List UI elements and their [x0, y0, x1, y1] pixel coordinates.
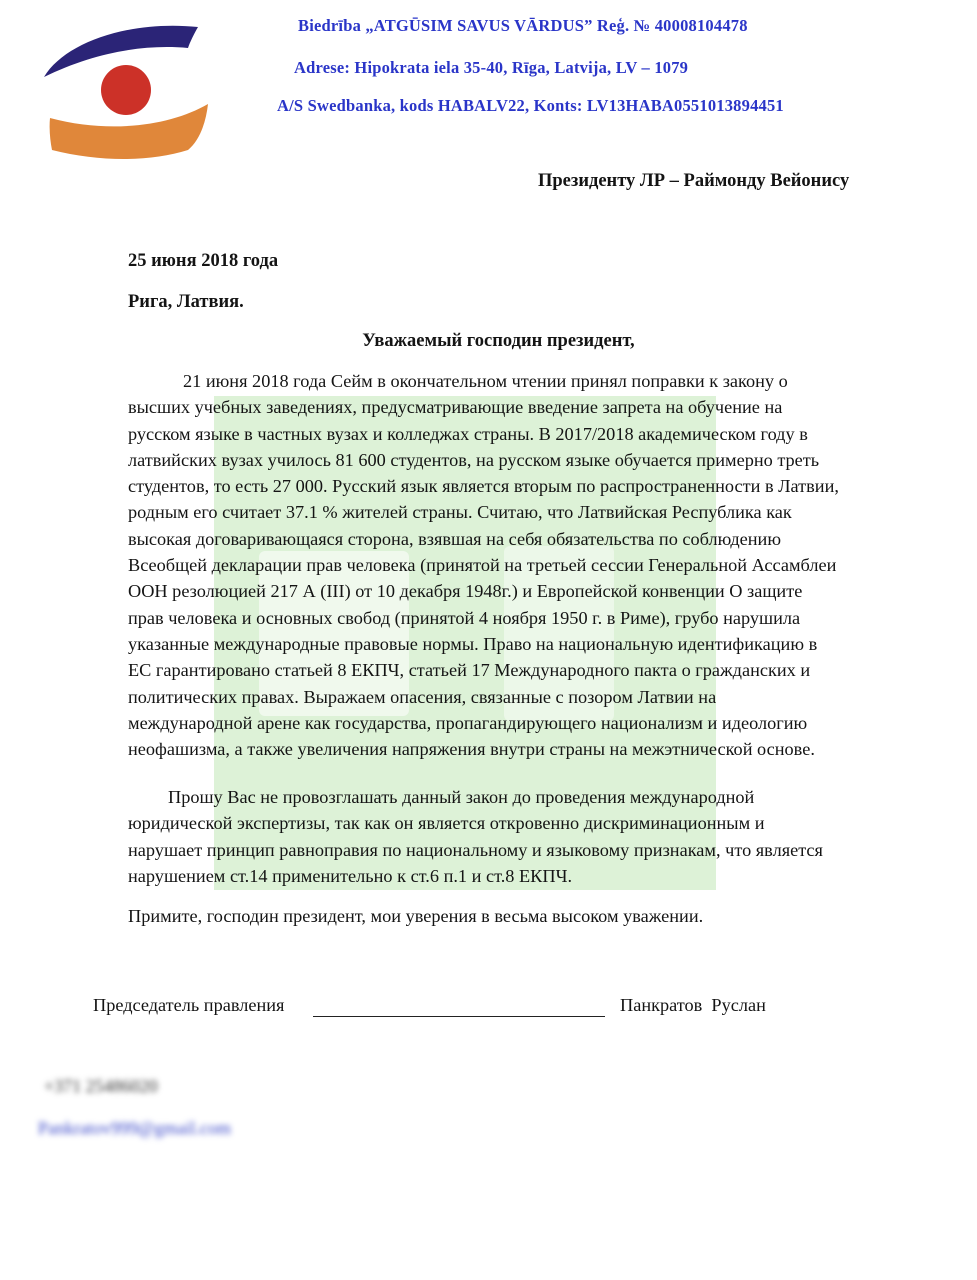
contact-email-blurred: Pankratov999@gmail.com — [38, 1118, 232, 1138]
letter-place: Рига, Латвия. — [128, 292, 244, 312]
text-line: международной арене как государства, пропагандирующего национализм и идеологию — [128, 712, 808, 733]
letterhead-address: Adrese: Hipokrata iela 35-40, Rīga, Latvija, LV – 1079 — [294, 58, 689, 77]
text-line: указанные международные правовые нормы. Право на национальную идентификацию в — [128, 633, 818, 654]
text-line: ЕС гарантировано статьей 8 ЕКПЧ, статьей 17 Международного пакта о гражданских и — [128, 660, 811, 681]
text-line: Всеобщей декларации прав человека (принятой на третьей сессии Генеральной Ассамблеи — [128, 555, 837, 576]
logo-dot — [101, 65, 151, 115]
text-line: политических правах. Выражаем опасения, связанные с позором Латвии на — [128, 686, 717, 707]
letter-date: 25 июня 2018 года — [128, 251, 279, 271]
paragraph-2 — [128, 784, 918, 889]
paragraph-1 — [128, 368, 918, 762]
signatory-name: Панкратов Руслан — [620, 995, 766, 1015]
salutation: Уважаемый господин президент, — [362, 331, 635, 351]
text-line: латвийских вузах училось 81 600 студентов, на русском языке обучается примерно треть — [128, 449, 820, 470]
text-line: 21 июня 2018 года Сейм в окончательном чтении принял поправки к закону о — [183, 371, 788, 391]
text-line: русском языке в частных вузах и колледжах страны. В 2017/2018 академическом году в — [128, 423, 808, 444]
text-line: нарушает принцип равноправия по национальному и языковому признакам, что является — [128, 839, 823, 860]
signature-label: Председатель правления — [93, 995, 285, 1015]
letterhead-bank-details: A/S Swedbanka, kods HABALV22, Konts: LV13HABA0551013894451 — [277, 96, 784, 115]
signature-line — [313, 1016, 605, 1017]
letterhead-registration: Biedrība „ATGŪSIM SAVUS VĀRDUS” Reģ. № 40008104478 — [298, 16, 748, 35]
text-line: прав человека и основных свобод (принятой 4 ноября 1950 г. в Риме), грубо нарушила — [128, 607, 801, 628]
text-line: студентов, то есть 27 000. Русский язык является вторым по распространенности в Латвии, — [128, 476, 839, 497]
text-line: юридической экспертизы, так как он является откровенно дискриминационным и — [128, 813, 765, 834]
text-line: родным его считает 37.1 % жителей страны. Считаю, что Латвийская Республика как — [128, 502, 792, 523]
closing-line: Примите, господин президент, мои уверения в весьма высоком уважении. — [128, 906, 704, 926]
text-line: высших учебных заведениях, предусматривающие введение запрета на обучение на — [128, 397, 783, 418]
text-line: нарушением ст.14 применительно к ст.6 п.1 и ст.8 ЕКПЧ. — [128, 865, 573, 886]
text-line: Прошу Вас не провозглашать данный закон до проведения международной — [168, 787, 755, 807]
text-line: неофашизма, а также увеличения напряжения внутри страны на межэтнической основе. — [128, 739, 815, 760]
text-line: ООН резолюцией 217 А (III) от 10 декабря 1948г.) и Европейской конвенции О защите — [128, 581, 803, 602]
organization-logo — [40, 22, 210, 162]
contact-phone-blurred: +371 25486020 — [44, 1076, 158, 1096]
addressee: Президенту ЛР – Раймонду Вейонису — [538, 171, 850, 191]
text-line: высокая договаривающаяся сторона, взявшая на себя обязательства по соблюдению — [128, 528, 781, 549]
